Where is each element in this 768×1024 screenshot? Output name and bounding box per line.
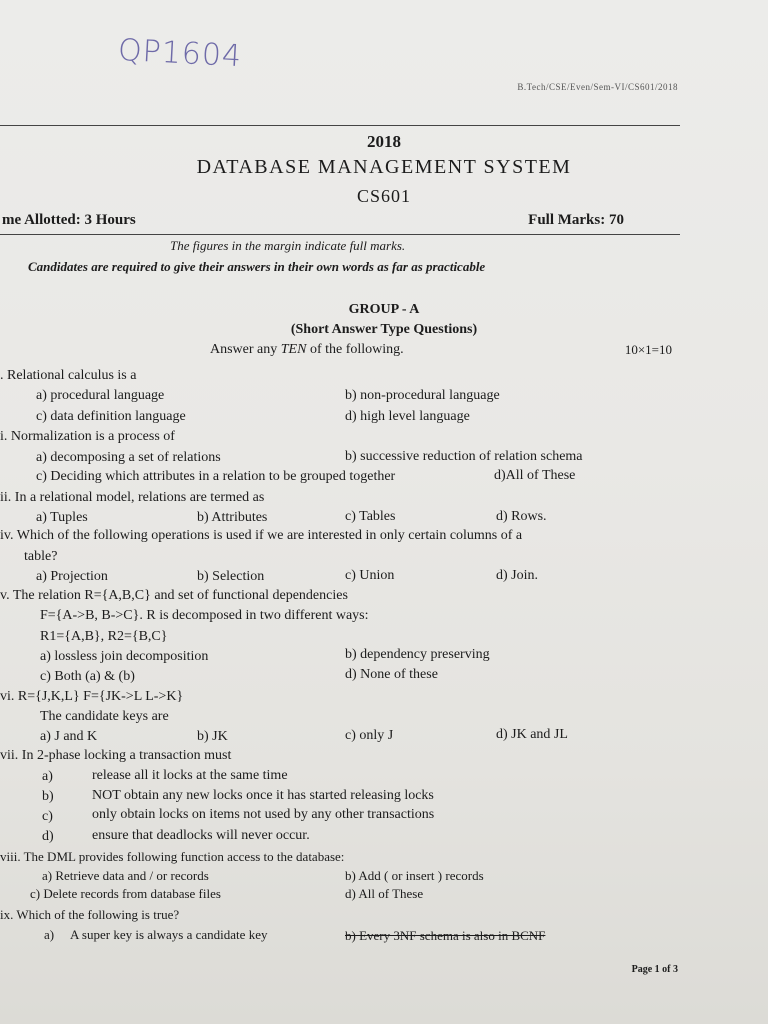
paper-code: B.Tech/CSE/Even/Sem-VI/CS601/2018 (517, 82, 678, 92)
q2-option-d: d)All of These (494, 468, 576, 483)
q8-option-c: c) Delete records from database files (30, 886, 221, 901)
q9-label-a: a) (44, 927, 55, 942)
q1-option-a: a) procedural language (36, 388, 165, 403)
full-marks: Full Marks: 70 (528, 212, 624, 228)
q7-label-c: c) (42, 809, 53, 824)
question-6-line2: The candidate keys are (40, 709, 169, 724)
q5-option-b: b) dependency preserving (345, 647, 490, 662)
q7-label-d: d) (42, 829, 54, 844)
q5-option-a: a) lossless join decomposition (40, 649, 209, 664)
group-title: GROUP - A (348, 302, 420, 317)
instruction-prefix: Answer any (210, 342, 281, 357)
exam-year: 2018 (367, 132, 401, 151)
q2-option-c: c) Deciding which attributes in a relation to be grouped together (36, 469, 396, 484)
q7-option-b: NOT obtain any new locks once it has started releasing locks (92, 788, 434, 803)
q3-option-d: d) Rows. (496, 509, 547, 524)
question-2: i. Normalization is a process of (0, 429, 175, 444)
q9-option-a: A super key is always a candidate key (70, 927, 268, 942)
q8-option-d: d) All of These (345, 886, 424, 901)
q4-option-b: b) Selection (197, 569, 265, 584)
question-8: viii. The DML provides following function access to the database: (0, 849, 345, 864)
q2-option-a: a) decomposing a set of relations (36, 450, 221, 465)
q6-option-a: a) J and K (40, 729, 98, 744)
question-5-line2: F={A->B, B->C}. R is decomposed in two different ways: (40, 608, 369, 623)
subject-code: CS601 (356, 186, 412, 206)
question-4-cont: table? (24, 549, 58, 564)
q4-option-a: a) Projection (36, 569, 108, 584)
handwritten-code: QP1604 (117, 32, 243, 75)
question-1: . Relational calculus is a (0, 368, 137, 383)
question-7: vii. In 2-phase locking a transaction must (0, 748, 232, 763)
q6-option-c: c) only J (345, 728, 394, 743)
q6-option-b: b) JK (197, 729, 228, 744)
time-allotted: me Allotted: 3 Hours (2, 212, 136, 228)
q5-option-d: d) None of these (345, 667, 438, 682)
top-rule (0, 125, 680, 126)
group-type: (Short Answer Type Questions) (290, 322, 478, 337)
instruction-suffix: of the following. (306, 342, 404, 357)
q8-option-a: a) Retrieve data and / or records (42, 868, 209, 883)
instruction-emphasis: TEN (280, 342, 307, 357)
q2-option-b: b) successive reduction of relation schema (345, 449, 583, 464)
q7-label-a: a) (42, 769, 53, 784)
q7-label-b: b) (42, 789, 54, 804)
q8-option-b: b) Add ( or insert ) records (345, 868, 484, 883)
q4-option-d: d) Join. (496, 568, 538, 583)
q7-option-d: ensure that deadlocks will never occur. (92, 828, 310, 843)
q7-option-c: only obtain locks on items not used by any other transactions (92, 807, 435, 822)
question-4: iv. Which of the following operations is used if we are interested in only certain columns of a (0, 528, 523, 543)
q1-option-c: c) data definition language (36, 409, 186, 424)
q3-option-c: c) Tables (345, 509, 396, 524)
q7-option-a: release all it locks at the same time (92, 768, 288, 783)
question-6: vi. R={J,K,L} F={JK->L L->K} (0, 689, 184, 704)
q1-option-d: d) high level language (345, 409, 470, 424)
header-rule (0, 234, 680, 235)
question-3: ii. In a relational model, relations are termed as (0, 490, 265, 505)
q1-option-b: b) non-procedural language (345, 388, 500, 403)
q3-option-b: b) Attributes (197, 510, 268, 525)
question-9: ix. Which of the following is true? (0, 907, 180, 922)
page-number: Page 1 of 3 (631, 964, 678, 975)
q3-option-a: a) Tuples (36, 510, 88, 525)
q9-option-b: b) Every 3NF schema is also in BCNF (345, 928, 546, 943)
group-marks: 10×1=10 (624, 342, 672, 357)
question-5: v. The relation R={A,B,C} and set of functional dependencies (0, 588, 348, 603)
q5-option-c: c) Both (a) & (b) (40, 669, 135, 684)
group-instruction (210, 342, 404, 358)
q4-option-c: c) Union (345, 568, 395, 583)
q6-option-d: d) JK and JL (496, 727, 568, 742)
question-5-line3: R1={A,B}, R2={B,C} (40, 629, 168, 644)
exam-title: DATABASE MANAGEMENT SYSTEM (196, 156, 572, 178)
margin-note: The figures in the margin indicate full marks. (170, 238, 406, 253)
candidate-note: Candidates are required to give their answers in their own words as far as practicable (28, 259, 486, 274)
